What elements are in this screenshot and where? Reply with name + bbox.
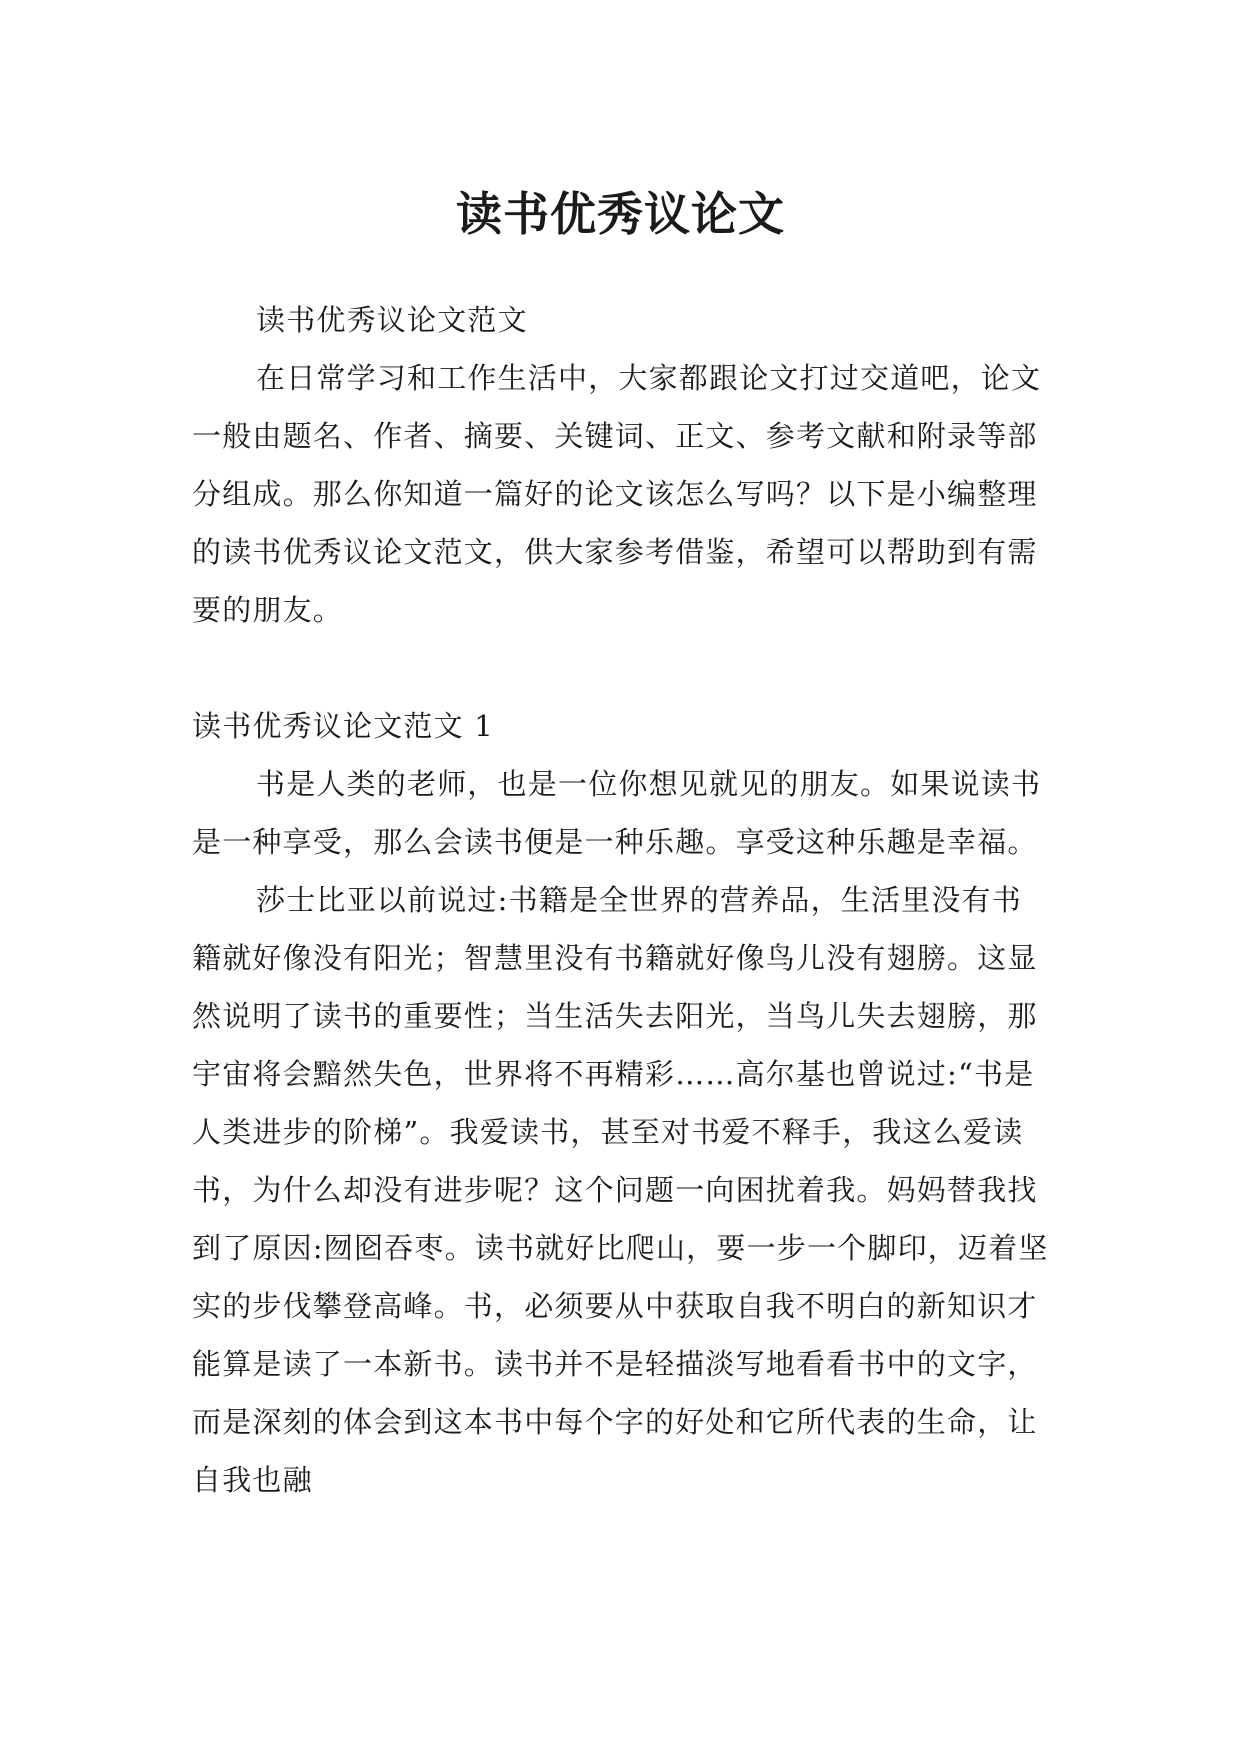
section-1-paragraph-2: 莎士比亚以前说过:书籍是全世界的营养品，生活里没有书籍就好像没有阳光；智慧里没有书籍就好像鸟儿没有翅膀。这显然说明了读书的重要性；当生活失去阳光，当鸟儿失去翅膀，那宇宙将会黯然失色，世界将不再精彩……高尔基也曾说过:“书是人类进步的阶梯”。我爱读书，甚至对书爱不释手，我这么爱读书，为什么却没有进步呢？这个问题一向困扰着我。妈妈替我找到了原因:囫囵吞枣。读书就好比爬山，要一步一个脚印，迈着坚实的步伐攀登高峰。书，必须要从中获取自我不明白的新知识才能算是读了一本新书。读书并不是轻描淡写地看看书中的文字，而是深刻的体会到这本书中每个字的好处和它所代表的生命，让自我也融 — [192, 883, 1049, 1497]
intro-paragraph: 在日常学习和工作生活中，大家都跟论文打过交道吧，论文一般由题名、作者、摘要、关键词、正文、参考文献和附录等部分组成。那么你知道一篇好的论文该怎么写吗？以下是小编整理的读书优秀议论文范文，供大家参考借鉴，希望可以帮助到有需要的朋友。 — [192, 361, 1042, 627]
section-1 — [192, 697, 1052, 1509]
section-1-heading: 读书优秀议论文范文 1 — [192, 709, 494, 743]
intro-section — [192, 291, 1052, 639]
intro-heading: 读书优秀议论文范文 — [256, 303, 528, 337]
section-1-paragraph-1: 书是人类的老师，也是一位你想见就见的朋友。如果说读书是一种享受，那么会读书便是一种乐趣。享受这种乐趣是幸福。 — [192, 767, 1042, 859]
document-title: 读书优秀议论文 — [456, 186, 785, 241]
